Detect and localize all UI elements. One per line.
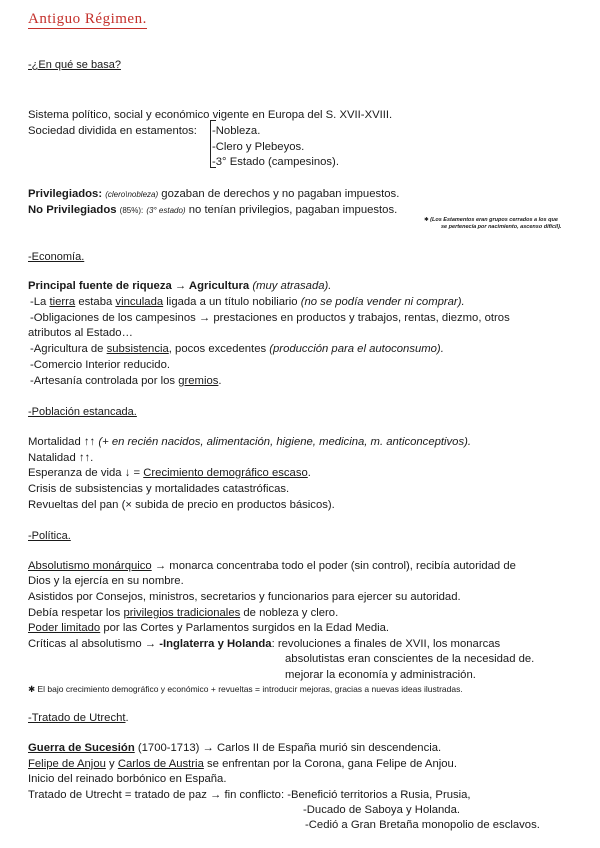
- text: (+ en recién nacidos, alimentación, higiene, medicina, m. anticonceptivos).: [98, 436, 472, 448]
- section-heading-basis: -¿En qué se basa?: [28, 59, 121, 71]
- text: Críticas al absolutismo →: [28, 638, 160, 650]
- text: -La: [30, 296, 50, 308]
- section-heading-politics: -Política.: [28, 530, 71, 542]
- text: (no se podía vender ni comprar).: [300, 296, 465, 308]
- non-privileged-label: No Privilegiados: [28, 204, 117, 216]
- economy-line-4: [30, 342, 444, 356]
- privileged-text: gozaban de derechos y no pagaban impuestos.: [161, 188, 400, 200]
- text: -Inglaterra y Holanda: [159, 638, 272, 650]
- text: Poder limitado: [28, 622, 101, 634]
- section-heading-population: -Población estancada.: [28, 406, 137, 418]
- text: Felipe de Anjou: [28, 758, 106, 770]
- population-line-3: [28, 466, 311, 480]
- star-icon: ✱: [424, 217, 429, 223]
- text: (producción para el autoconsumo).: [269, 343, 444, 355]
- text: por las Cortes y Parlamentos surgidos en la Edad Media.: [100, 622, 390, 634]
- economy-line-5: -Comercio Interior reducido.: [30, 359, 171, 371]
- text: Crecimiento demográfico escaso: [143, 467, 308, 479]
- text: subsistencia: [106, 343, 169, 355]
- economy-line-2: -Obligaciones de los campesinos → prestaciones en productos y trabajos, rentas, diezmo, otros: [30, 312, 510, 324]
- non-privileged-text: no tenían privilegios, pagaban impuestos.: [188, 204, 398, 216]
- text: privilegios tradicionales: [123, 607, 241, 619]
- text: de nobleza y clero.: [240, 607, 339, 619]
- non-privileged-line: [28, 203, 397, 218]
- text: .: [307, 467, 311, 479]
- economy-main-bold: Principal fuente de riqueza → Agricultura: [28, 280, 250, 292]
- section-heading-utrecht: [28, 711, 129, 725]
- text: , pocos excedentes: [168, 343, 270, 355]
- text: gremios: [178, 375, 219, 387]
- economy-main-italic: (muy atrasada).: [252, 280, 332, 292]
- text: ligada a un título nobiliario: [163, 296, 301, 308]
- text: -Tratado de Utrecht: [28, 712, 126, 724]
- politics-note: ✱ El bajo crecimiento demográfico y económico + revueltas = introducir mejoras, gracias a nuevas ideas ilustradas.: [28, 684, 463, 694]
- text: tierra: [49, 296, 76, 308]
- politics-line-3: Asistidos por Consejos, ministros, secretarios y funcionarios para ejercer su autoridad.: [28, 591, 461, 603]
- note-text: (Los Estamentos eran grupos cerrados a los que: [430, 217, 558, 223]
- politics-line-2: Dios y la ejercía en su nombre.: [28, 575, 184, 587]
- text: Mortalidad ↑↑: [28, 436, 99, 448]
- politics-line-1: [28, 559, 516, 573]
- text: vinculada: [115, 296, 164, 308]
- basis-line-2: Sociedad dividida en estamentos:: [28, 125, 197, 137]
- economy-main: [28, 279, 331, 293]
- politics-line-5: [28, 621, 389, 635]
- population-line-4: Crisis de subsistencias y mortalidades catastróficas.: [28, 483, 290, 495]
- politics-line-6: [28, 637, 500, 651]
- text: Carlos de Austria: [117, 758, 204, 770]
- text: .: [125, 712, 129, 724]
- utrecht-line-5: -Ducado de Saboya y Holanda.: [303, 804, 461, 816]
- text: Debía respetar los: [28, 607, 124, 619]
- economy-line-3: atributos al Estado…: [28, 327, 133, 339]
- estamento-item: -3° Estado (campesinos).: [212, 156, 339, 168]
- text: .: [218, 375, 222, 387]
- text: → monarca concentraba todo el poder (sin control), recibía autoridad de: [151, 560, 516, 572]
- population-line-2: Natalidad ↑↑.: [28, 452, 94, 464]
- estamentos-note-line-2: se pertenecía por nacimiento, ascenso difícil).: [441, 224, 562, 230]
- privileged-line: [28, 187, 399, 202]
- estamento-item: -Clero y Plebeyos.: [212, 141, 305, 153]
- section-heading-economy: -Economía.: [28, 251, 85, 263]
- utrecht-line-4: Tratado de Utrecht = tratado de paz → fin conflicto: -Benefició territorios a Rusia, Prusia,: [28, 789, 471, 801]
- economy-line-6: [30, 374, 222, 388]
- text: estaba: [75, 296, 116, 308]
- text: -Agricultura de: [30, 343, 107, 355]
- utrecht-line-1: [28, 741, 441, 755]
- estamentos-note-line-1: [424, 217, 558, 224]
- privileged-groups: (clero\nobleza): [105, 190, 159, 199]
- page-title: Antiguo Régimen.: [28, 11, 147, 27]
- estamento-item: -Nobleza.: [212, 125, 261, 137]
- text: Absolutismo monárquico: [28, 560, 152, 572]
- basis-line-1: Sistema político, social y económico vigente en Europa del S. XVII-XVIII.: [28, 109, 393, 121]
- non-privileged-percent: (85%):: [119, 206, 144, 215]
- politics-line-4: [28, 606, 338, 620]
- politics-line-8: mejorar la economía y administración.: [285, 669, 476, 681]
- utrecht-line-3: Inicio del reinado borbónico en España.: [28, 773, 227, 785]
- politics-line-7: absolutistas eran conscientes de la necesidad de.: [285, 653, 535, 665]
- utrecht-line-2: [28, 757, 457, 771]
- utrecht-line-6: -Cedió a Gran Bretaña monopolio de esclavos.: [305, 819, 540, 831]
- economy-line-1: [30, 295, 465, 309]
- non-privileged-group: (3° estado): [146, 206, 186, 215]
- text: Guerra de Sucesión: [28, 742, 135, 754]
- text: Esperanza de vida ↓ =: [28, 467, 144, 479]
- text: se enfrentan por la Corona, gana Felipe de Anjou.: [203, 758, 457, 770]
- text: : revoluciones a finales de XVII, los monarcas: [271, 638, 501, 650]
- text: -Artesanía controlada por los: [30, 375, 179, 387]
- privileged-label: Privilegiados:: [28, 188, 103, 200]
- text: y: [105, 758, 118, 770]
- text: (1700-1713) → Carlos II de España murió sin descendencia.: [134, 742, 442, 754]
- population-line-1: [28, 435, 471, 449]
- population-line-5: Revueltas del pan (× subida de precio en productos básicos).: [28, 499, 335, 511]
